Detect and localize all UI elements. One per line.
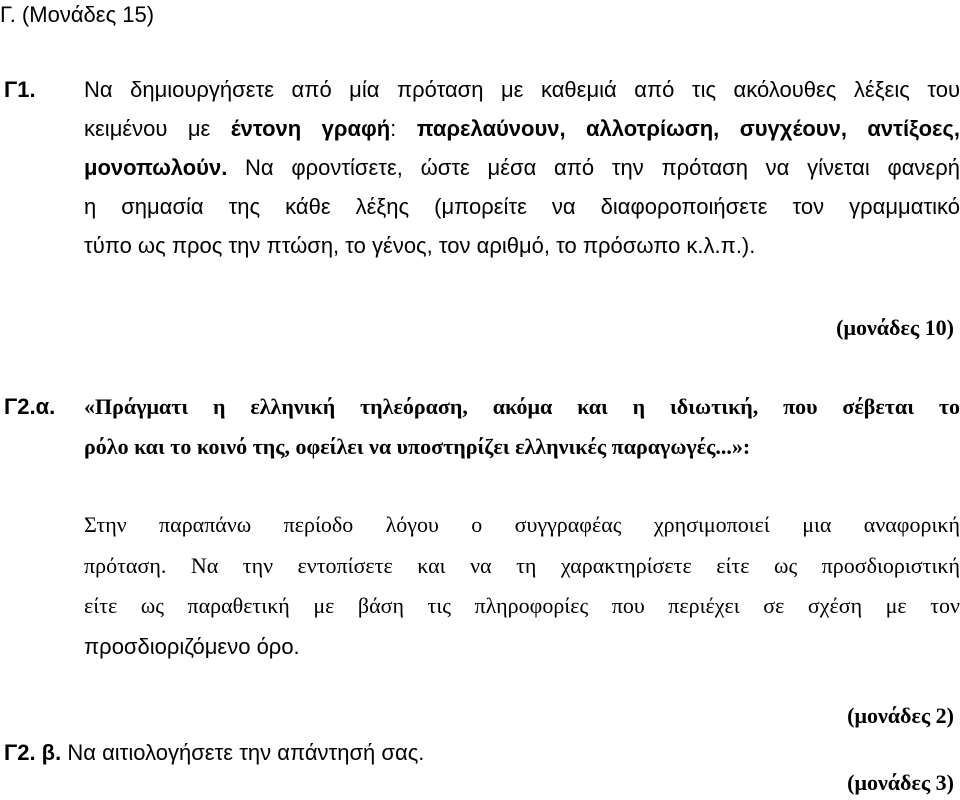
g2a-text-line-1: Στην παραπάνω περίοδο λόγου ο συγγραφέας χρησιμοποιεί μια αναφορική: [84, 512, 960, 537]
g1-points: (μονάδες 10): [836, 315, 954, 340]
g2a-label: Γ2.α.: [4, 394, 56, 419]
g1-colon: :: [390, 116, 417, 141]
g1-line-4: η σημασία της κάθε λέξης (μπορείτε να διαφοροποιήσετε τον γραμματικό: [84, 194, 960, 219]
g2a-text-line-4: προσδιοριζόμενο όρο.: [84, 634, 300, 659]
g1-line-2-prefix: κειμένου με: [84, 116, 231, 141]
g1-word-list: παρελαύνουν, αλλοτρίωση, συγχέουν, αντίξοες,: [416, 116, 960, 141]
g2a-quote-line-1: «Πράγματι η ελληνική τηλεόραση, ακόμα και η ιδιωτική, που σέβεται το: [84, 394, 960, 419]
section-heading: [0, 2, 154, 28]
g2a-text-line-3: είτε ως παραθετική με βάση τις πληροφορίες που περιέχει σε σχέση με τον: [84, 593, 960, 618]
g1-line-1: Να δημιουργήσετε από μία πρόταση με καθεμιά από τις ακόλουθες λέξεις του: [84, 77, 960, 102]
g1-bold-phrase: έντονη γραφή: [230, 116, 391, 141]
g1-line-2: [84, 116, 960, 142]
g2b-question: [4, 740, 424, 766]
g1-label: Γ1.: [4, 77, 36, 102]
g2a-quote-line-2: ρόλο και το κοινό της, οφείλει να υποστηρίζει ελληνικές παραγωγές...»:: [84, 434, 751, 459]
g2a-points: (μονάδες 2): [847, 703, 954, 728]
g2b-points: (μονάδες 3): [847, 770, 954, 795]
g2b-text: Να αιτιολογήσετε την απάντησή σας.: [61, 740, 425, 765]
g2a-text-line-2: πρόταση. Να την εντοπίσετε και να τη χαρακτηρίσετε είτε ως προσδιοριστική: [84, 553, 960, 578]
g1-line-3-text: Να φροντίσετε, ώστε μέσα από την πρόταση να γίνεται φανερή: [227, 155, 960, 180]
section-heading-text: Γ. (Μονάδες 15): [0, 2, 155, 27]
g1-word-list-end: μονοπωλούν.: [84, 155, 228, 180]
g2b-label: Γ2. β.: [4, 740, 62, 765]
g1-line-3: [84, 155, 960, 181]
g1-line-5: τύπο ως προς την πτώση, το γένος, τον αριθμό, το πρόσωπο κ.λ.π.).: [84, 233, 756, 258]
